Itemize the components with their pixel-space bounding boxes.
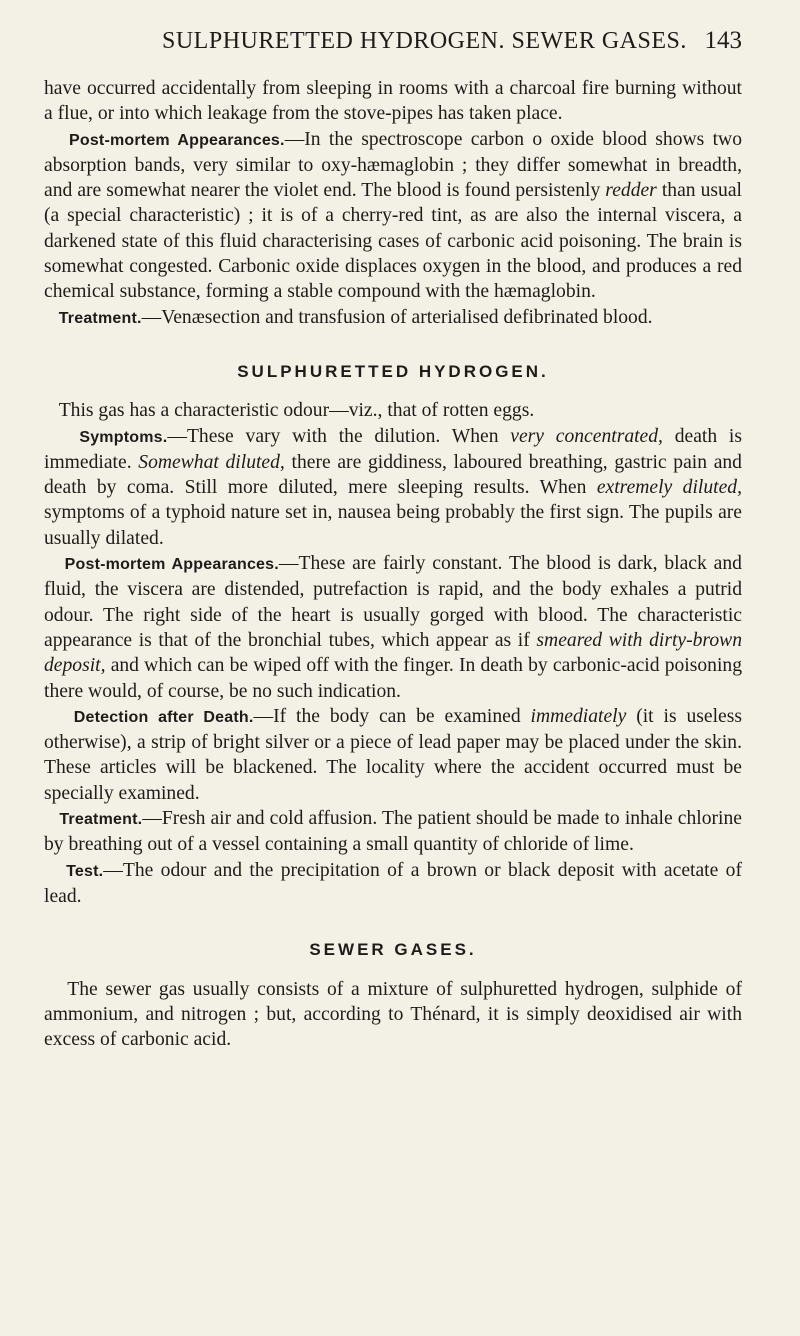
paragraph-sh-test: Test.—The odour and the precipitation of a brown or black deposit with acetate of lead. bbox=[44, 859, 742, 907]
paragraph-sewer-gases: The sewer gas usually consists of a mixture of sulphuretted hydrogen, sulphide of ammonium, and nitrogen ; but, according to Thénard, it is simply deoxidised air with excess of carbonic acid. bbox=[44, 978, 742, 1051]
page-body bbox=[44, 76, 742, 1052]
run-in-heading: Post-mortem Appearances. bbox=[68, 131, 285, 149]
paragraph-sh-treatment: Treatment.—Fresh air and cold affusion. The patient should be made to inhale chlorine by breathing out of a vessel containing a small quantity of chloride of lime. bbox=[44, 808, 742, 856]
paragraph-intro: have occurred accidentally from sleeping in rooms with a charcoal fire burning without a flue, or into which leakage from the stove-pipes has taken place. bbox=[44, 78, 742, 125]
run-in-heading: Treatment. bbox=[58, 309, 142, 327]
run-in-heading: Treatment. bbox=[59, 811, 143, 829]
paragraph-sh-post-mortem: Post-mortem Appearances.—These are fairly constant. The blood is dark, black and fluid, the viscera are distended, putrefaction is rapid, and the body exhales a putrid odour. The right side of the heart is usually gorged with blood. The characteristic appearance is that of the bronchial tubes, which appear as if smeared with dirty-brown deposit, and which can be wiped off with the finger. In death by carbonic-acid poisoning there would, of course, be no such indication. bbox=[44, 553, 742, 702]
paragraph-co-treatment: Treatment.—Venæsection and transfusion of arterialised defibrinated blood. bbox=[58, 306, 653, 328]
run-in-heading: Symptoms. bbox=[79, 428, 168, 446]
running-head bbox=[44, 0, 742, 60]
section-heading-sulphuretted-hydrogen: SULPHURETTED HYDROGEN. bbox=[237, 361, 549, 381]
run-in-heading: Test. bbox=[66, 862, 104, 880]
paragraph-co-post-mortem: Post-mortem Appearances.—In the spectroscope carbon o oxide blood shows two absorption bands, very similar to oxy-hæmaglobin ; they differ somewhat in breadth, and are somewhat nearer the violet end. The blood is found persistenly redder than usual (a special characteristic) ; it is of a cherry-red tint, as are also the internal viscera, a darkened state of this fluid characterising cases of carbonic acid poisoning. The brain is somewhat congested. Carbonic oxide displaces oxygen in the blood, and produces a red chemical substance, forming a stable compound with the hæmaglobin. bbox=[44, 128, 742, 303]
section-heading-sewer-gases: SEWER GASES. bbox=[309, 940, 477, 960]
run-in-heading: Post-mortem Appearances. bbox=[64, 556, 279, 574]
page-number: 143 bbox=[704, 27, 742, 54]
paragraph-sh-symptoms: Symptoms.—These vary with the dilution. When very concentrated, death is immediate. Somewhat diluted, there are giddiness, laboured breathing, gastric pain and death by coma. Still more diluted, mere sleeping results. When extremely diluted, symptoms of a typhoid nature set in, nausea being probably the first sign. The pupils are usually dilated. bbox=[44, 425, 742, 549]
run-in-heading: Detection after Death. bbox=[73, 708, 254, 726]
paragraph-sh-detection: Detection after Death.—If the body can be examined immediately (it is useless otherwise), a strip of bright silver or a piece of lead paper may be placed under the skin. These articles will be blackened. The locality where the accident occurred must be specially examined. bbox=[44, 705, 742, 804]
paragraph-sh-intro: This gas has a characteristic odour—viz., that of rotten eggs. bbox=[58, 400, 535, 422]
running-title: SULPHURETTED HYDROGEN. SEWER GASES. bbox=[162, 28, 687, 54]
